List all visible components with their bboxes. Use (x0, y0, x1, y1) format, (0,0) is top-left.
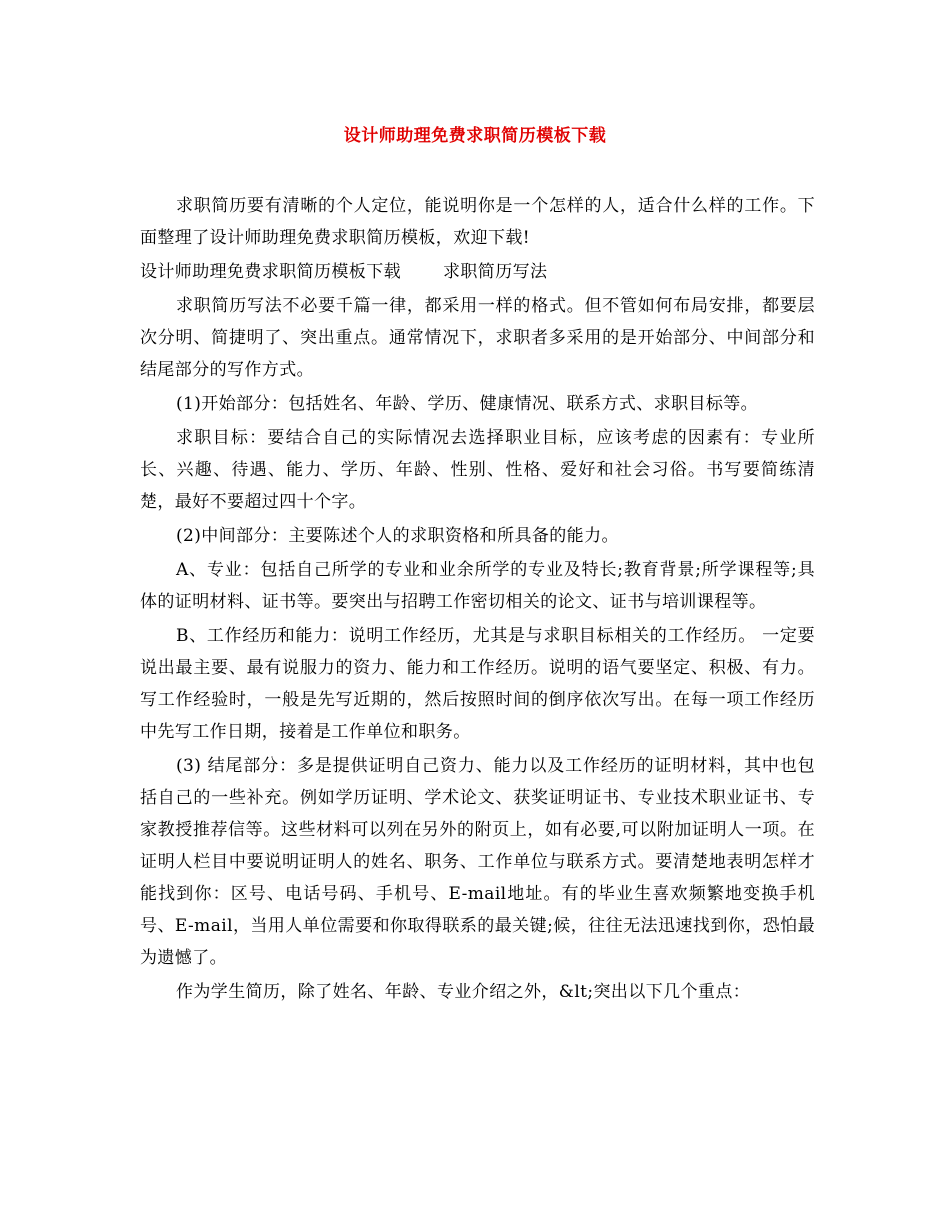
subtitle-right: 求职简历写法 (443, 262, 548, 282)
document-title: 设计师助理免费求职简历模板下载 (343, 126, 607, 146)
document-body (140, 190, 815, 1010)
paragraph-intro: 求职简历要有清晰的个人定位，能说明你是一个怎样的人，适合什么样的工作。下面整理了设计师助理免费求职简历模板，欢迎下载! (140, 196, 815, 248)
paragraph-subtitle-line (140, 256, 815, 288)
paragraph-job-goal: 求职目标：要结合自己的实际情况去选择职业目标，应该考虑的因素有：专业所长、兴趣、待遇、能力、学历、年龄、性别、性格、爱好和社会习俗。书写要简练清楚，最好不要超过四十个字。 (140, 428, 815, 512)
paragraph-student-resume: 作为学生简历，除了姓名、年龄、专业介绍之外，&lt;突出以下几个重点： (176, 982, 751, 1002)
paragraph-writing-method: 求职简历写法不必要千篇一律，都采用一样的格式。但不管如何布局安排，都要层次分明、简捷明了、突出重点。通常情况下，求职者多采用的是开始部分、中间部分和结尾部分的写作方式。 (140, 296, 815, 380)
paragraph-major: A、专业：包括自己所学的专业和业余所学的专业及特长;教育背景;所学课程等;具体的证明材料、证书等。要突出与招聘工作密切相关的论文、证书与培训课程等。 (140, 560, 815, 612)
paragraph-start-section: (1)开始部分：包括姓名、年龄、学历、健康情况、联系方式、求职目标等。 (176, 394, 759, 414)
paragraph-middle-section: (2)中间部分：主要陈述个人的求职资格和所具备的能力。 (176, 526, 619, 546)
paragraph-work-experience: B、工作经历和能力：说明工作经历，尤其是与求职目标相关的工作经历。 一定要说出最主要、最有说服力的资力、能力和工作经历。说明的语气要坚定、积极、有力。写工作经验时，一般是先写近期的，然后按照时间的倒序依次写出。在每一项工作经历中先写工作日期，接着是工作单位和职务。 (140, 626, 815, 742)
paragraph-end-section: (3) 结尾部分：多是提供证明自己资力、能力以及工作经历的证明材料，其中也包括自己的一些补充。例如学历证明、学术论文、获奖证明证书、专业技术职业证书、专家教授推荐信等。这些材料可以列在另外的附页上，如有必要,可以附加证明人一项。在证明人栏目中要说明证明人的姓名、职务、工作单位与联系方式。要清楚地表明怎样才能找到你：区号、电话号码、手机号、E-mail地址。有的毕业生喜欢频繁地变换手机号、E-mail，当用人单位需要和你取得联系的最关键;候，往往无法迅速找到你，恐怕最为遗憾了。 (140, 756, 815, 968)
subtitle-left: 设计师助理免费求职简历模板下载 (140, 262, 401, 282)
